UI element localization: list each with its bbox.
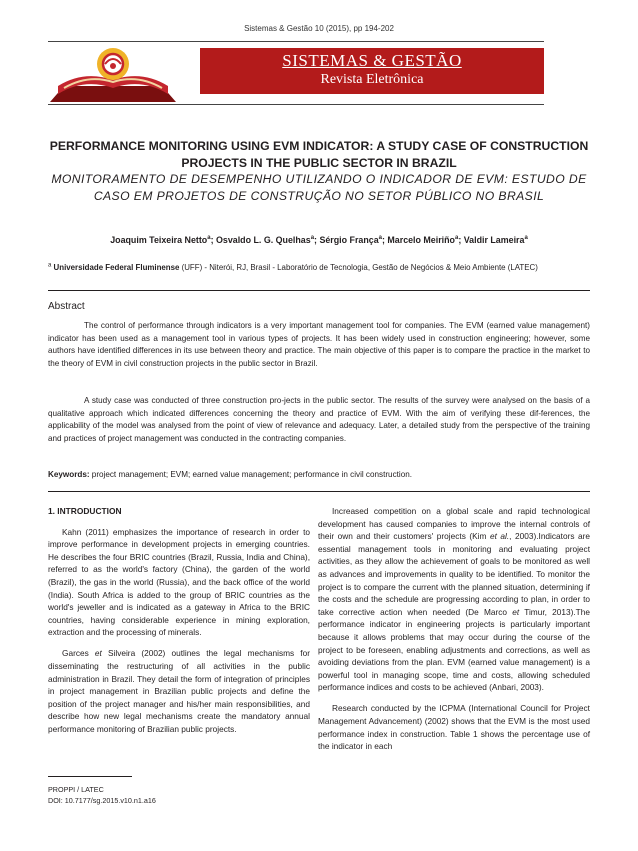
divider [48, 290, 590, 291]
affiliation-mark: a [48, 262, 52, 269]
keywords [48, 470, 590, 479]
text-run: et al. [489, 531, 510, 542]
body-paragraph [48, 647, 310, 735]
column-right [318, 505, 590, 761]
abstract-paragraph-1: The control of performance through indicators is a very important management tool for companies. The EVM (earned value management) indicator has been used as a management tool in various types of projects. It has been widely used in construction engineering; however, some authors have identified differences in its use between theory and practice. The main objective of this paper is to compare the practice in the market to the theory of EVM in civil construction projects in the public sector in Brazil. [48, 321, 590, 369]
body-paragraph: Research conducted by the ICPMA (International Council for Project Management Advancement) (2002) shows that the EVM is the most used performance index in construction. Table 1 shows the percentage use of the indicator in each [318, 703, 590, 752]
footer [48, 784, 156, 806]
title-english: PERFORMANCE MONITORING USING EVM INDICATOR: A STUDY CASE OF CONSTRUCTION PROJECTS IN THE PUBLIC SECTOR IN BRAZIL [49, 139, 589, 170]
abstract-heading: Abstract [48, 301, 85, 312]
text-run: et [512, 606, 520, 617]
journal-subtitle: Revista Eletrônica [320, 72, 424, 87]
author-name: Marcelo Meiriño [387, 235, 455, 245]
author-name: Sérgio França [319, 235, 379, 245]
footer-line: PROPPI / LATEC [48, 785, 104, 794]
divider [48, 491, 590, 492]
affiliation-institution: Universidade Federal Fluminense [53, 263, 180, 272]
author-affiliation-mark: a [310, 235, 315, 242]
running-head: Sistemas & Gestão 10 (2015), pp 194-202 [244, 24, 394, 33]
footer-rule [48, 776, 132, 777]
column-left [48, 505, 310, 744]
body-paragraph: Kahn (2011) emphasizes the importance of research in order to improve performance in development projects in emerging countries. He describes the four BRIC countries (Brazil, Russia, India and China), referred to as the world's factory (China), the garden of the world (Brazil), the gas in the world (Russia), and the back office of the world (India). South Africa is added to the group of BRIC countries as the world's jeweller and is indicated as a gateway in Africa to the BRIC countries, having considerable experience in mining exploration, extraction and the processing of minerals. [48, 526, 310, 638]
author-list: Joaquim Teixeira Netto$^a$; Osvaldo L. G. Quelhas$^a$; Sérgio França$^a$; Marcelo Meiriño$^a$; Valdir Lameira$^a$ [110, 235, 528, 245]
header-rule-bottom [48, 104, 544, 105]
affiliation [48, 263, 590, 272]
keywords-text: project management; EVM; earned value management; performance in civil construction. [89, 470, 412, 479]
journal-banner [200, 48, 544, 94]
author-affiliation-mark: a [378, 235, 382, 242]
affiliation-details: (UFF) - Niterói, RJ, Brasil - Laboratório de Tecnologia, Gestão de Negócios & Meio Ambiente (LATEC) [179, 263, 538, 272]
keywords-label: Keywords: [48, 470, 90, 479]
text-run: et [94, 648, 102, 659]
text-run: Increased competition on a global scale and rapid technological development has caused companies to improve the internal controls of their own and their customers' projects (Kim [318, 506, 590, 542]
text-run: Garces [62, 648, 95, 659]
author-name: Valdir Lameira [463, 235, 525, 245]
abstract-paragraph-2: A study case was conducted of three construction pro-jects in the public sector. The results of the survey were analysed on the basis of a qualitative approach which indicated differences concerning the theory and practice of EVM. With the aim of verifying these dif-ferences, the applicability of the model was analysed from the point of view of relevance and adequacy. Later, a detailed study from the perspective of the training and practices of project management was conducted in the contracting companies. [48, 396, 590, 444]
journal-logo [44, 42, 182, 105]
author-name: Joaquim Teixeira Netto [110, 235, 208, 245]
journal-name: SISTEMAS & GESTÃO [282, 51, 462, 70]
text-run: , 2003).Indicators are essential management tools in monitoring and evaluating project activities, as they allow the achievement of goals to be monitored as well as advances and improvements in quality to be identified. To monitor the project is to compare the current with the planned situation, determining if the costs and the schedule are progressing according to plan, in order to take corrective action when needed (De Marco [318, 531, 590, 617]
author-affiliation-mark: a [454, 235, 459, 242]
body-paragraph [318, 505, 590, 694]
author-name: Osvaldo L. G. Quelhas [215, 235, 311, 245]
footer-doi: DOI: 10.7177/sg.2015.v10.n1.a16 [48, 796, 156, 805]
author-affiliation-mark: a [207, 235, 211, 242]
text-run: Timur, 2013).The performance indicator in engineering projects is particularly important because it allows problems that may occur during the course of the project to be foreseen, enabling adjustments and corrections, as well as avoiding deviations from the plan. EVM (earned value management) is a powerful tool in managing scope, time and costs, allowing scheduled performance indices and costs to be achieved (Anbari, 2003). [318, 606, 590, 693]
section-heading: 1. INTRODUCTION [48, 506, 122, 516]
author-affiliation-mark: a [524, 235, 528, 242]
text-run: Silveira (2002) outlines the legal mechanisms for disseminating the restructuring of all activities in the public administration in Brazil. They detail the form of integration of principles in project management in Brazilian public projects and define the position of the project manager and his/her main responsibilities, and describe how new legal mechanisms create the mandatory annual performance monitoring of Brazilian public projects. [48, 648, 310, 734]
title-portuguese: MONITORAMENTO DE DESEMPENHO UTILIZANDO O INDICADOR DE EVM: ESTUDO DE CASO EM PROJETOS DE CONSTRUÇÃO NO SETOR PÚBLICO NO BRASIL [51, 172, 587, 203]
